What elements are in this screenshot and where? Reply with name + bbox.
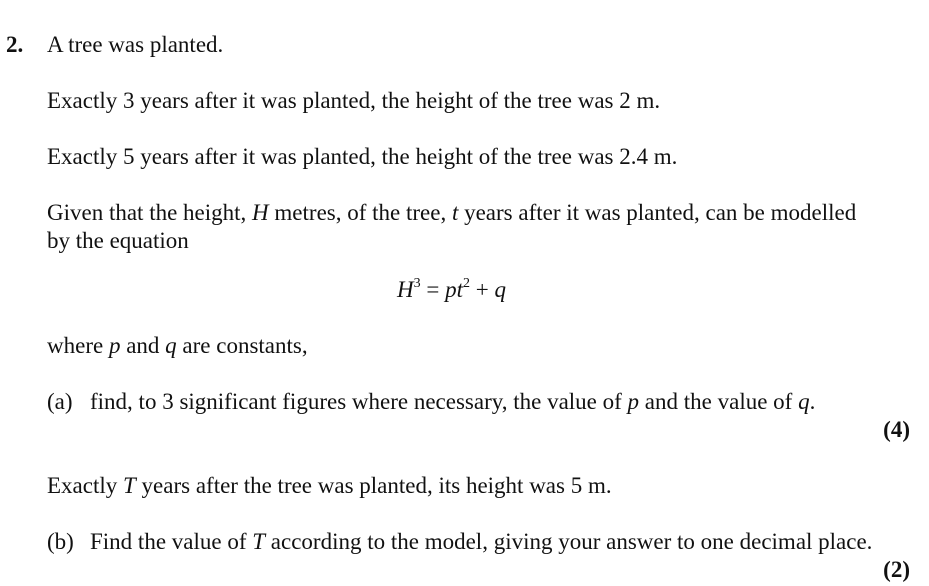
part-b-text-b: according to the model, giving your answer to one decimal place. [265, 529, 873, 554]
part-a-text-b: and the value of [639, 389, 799, 414]
part-b-text [90, 528, 872, 556]
question-intro: A tree was planted. [47, 32, 224, 57]
fact-height-5m [47, 472, 612, 500]
eq-H: H [397, 277, 414, 302]
where-text-b: and [120, 333, 166, 358]
part-a-text [90, 388, 815, 416]
model-description-line2: by the equation [47, 228, 189, 253]
part-b-label: (b) [47, 529, 74, 554]
fact3-text-b: years after the tree was planted, its height was 5 m. [135, 473, 612, 498]
part-a-label: (a) [47, 389, 73, 414]
part-b-text-a: Find the value of [90, 529, 253, 554]
variable-H: H [252, 200, 269, 225]
part-a-text-a: find, to 3 significant figures where necessary, the value of [90, 389, 628, 414]
model-text-c: years after it was planted, can be modelled [458, 200, 857, 225]
variable-t: t [451, 200, 459, 225]
constants-statement [47, 332, 308, 360]
eq-H-exponent: 3 [413, 276, 421, 291]
part-a-p: p [627, 389, 640, 414]
part-a-text-c: . [809, 389, 816, 414]
part-b-marks: (2) [883, 557, 910, 582]
eq-pt: pt [445, 277, 463, 302]
fact3-text-a: Exactly [47, 473, 123, 498]
question-number: 2. [6, 32, 24, 57]
model-equation [397, 276, 506, 304]
where-text-a: where [47, 333, 109, 358]
where-text-c: are constants, [176, 333, 308, 358]
eq-t-exponent: 2 [463, 276, 470, 291]
model-description-line1 [47, 199, 856, 227]
model-text-a: Given that the height, [47, 200, 253, 225]
part-a-marks: (4) [883, 417, 910, 442]
where-q: q [165, 333, 177, 358]
fact-year-3: Exactly 3 years after it was planted, the height of the tree was 2 m. [47, 88, 661, 113]
where-p: p [108, 333, 121, 358]
eq-q: q [494, 277, 506, 302]
fact-year-5: Exactly 5 years after it was planted, the height of the tree was 2.4 m. [47, 144, 678, 169]
model-text-b: metres, of the tree, [268, 200, 452, 225]
part-a-q: q [798, 389, 810, 414]
eq-equals: = [420, 277, 446, 302]
eq-plus: + [470, 277, 495, 302]
part-b-T: T [252, 529, 266, 554]
fact3-T: T [123, 473, 136, 498]
